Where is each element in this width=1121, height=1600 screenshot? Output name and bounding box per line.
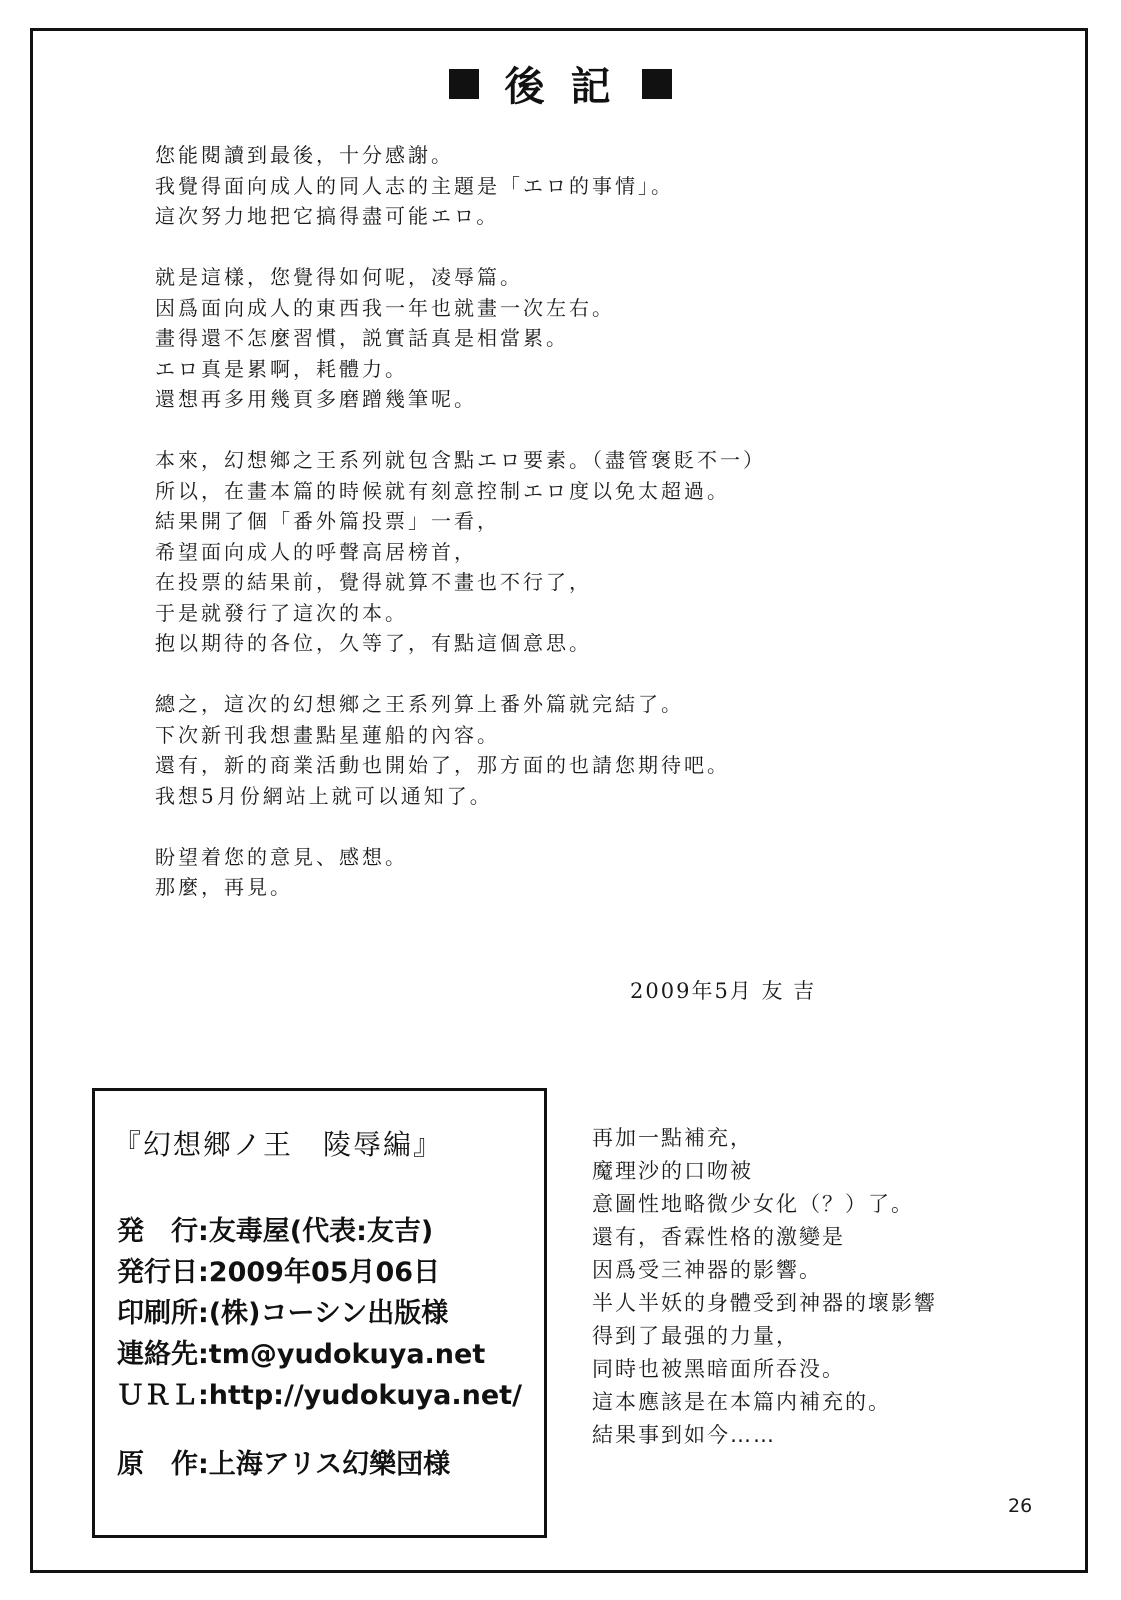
black-square-icon [642, 69, 672, 99]
contact-line: 連絡先:tm@yudokuya.net [117, 1339, 486, 1370]
text-line: 這次努力地把它搞得盡可能エロ。 [155, 204, 500, 228]
text-line: 總之，這次的幻想鄉之王系列算上番外篇就完結了。 [155, 692, 684, 716]
text-line: 畫得還不怎麼習慣，説實話真是相當累。 [155, 326, 569, 350]
paragraph-1 [155, 140, 975, 232]
note-line: 結果事到如今…… [592, 1423, 776, 1447]
colophon-box [92, 1088, 547, 1538]
supplementary-note [592, 1122, 1032, 1452]
note-line: 意圖性地略微少女化（？）了。 [592, 1192, 914, 1216]
printer-line: 印刷所:(株)コーシン出版様 [117, 1298, 449, 1329]
text-line: 在投票的結果前，覺得就算不畫也不行了， [155, 570, 592, 594]
note-line: 因爲受三神器的影響。 [592, 1258, 822, 1282]
book-title: 『幻想郷ノ王 陵辱編』 [113, 1128, 444, 1161]
text-line: 就是這樣，您覺得如何呢，凌辱篇。 [155, 265, 523, 289]
paragraph-5 [155, 842, 975, 903]
title-text: 後 記 [504, 64, 617, 110]
note-line: 魔理沙的口吻被 [592, 1159, 753, 1183]
text-line: 盼望着您的意見、感想。 [155, 844, 408, 869]
url-line: ＵＲＬ:http://yudokuya.net/ [117, 1380, 522, 1411]
black-square-icon [449, 69, 479, 99]
page-number: 26 [1008, 1495, 1033, 1517]
paragraph-2 [155, 262, 975, 415]
text-line: 于是就發行了這次的本。 [155, 600, 408, 625]
text-line: 因爲面向成人的東西我一年也就畫一次左右。 [155, 295, 615, 320]
text-line: 還想再多用幾頁多磨蹭幾筆呢。 [155, 387, 477, 411]
note-line: 同時也被黑暗面所吞没。 [592, 1357, 845, 1381]
text-line: 下次新刊我想畫點星蓮船的內容。 [155, 722, 500, 747]
afterword-body [155, 140, 975, 933]
signature-date: 2009年5月 友 吉 [630, 979, 817, 1003]
text-line: 結果開了個「番外篇投票」一看， [155, 509, 500, 533]
text-line: 所以，在畫本篇的時候就有刻意控制エロ度以免太超過。 [155, 478, 730, 503]
text-line: 那麼，再見。 [155, 875, 293, 899]
text-line: エロ真是累啊，耗體力。 [155, 356, 408, 381]
text-line: 我覺得面向成人的同人志的主題是「エロ的事情」。 [155, 173, 674, 198]
note-line: 還有，香霖性格的激變是 [592, 1225, 845, 1249]
original-work-line: 原 作:上海アリス幻樂団様 [117, 1449, 451, 1480]
text-line: 希望面向成人的呼聲高居榜首， [155, 539, 477, 564]
publish-date-line: 発行日:2009年05月06日 [117, 1257, 441, 1288]
text-line: 還有，新的商業活動也開始了，那方面的也請您期待吧。 [155, 753, 730, 777]
note-line: 半人半妖的身體受到神器的壞影響 [592, 1291, 937, 1315]
note-line: 這本應該是在本篇内補充的。 [592, 1390, 891, 1414]
page-title [0, 55, 1121, 112]
paragraph-3 [155, 445, 975, 659]
publisher-line: 発 行:友毒屋(代表:友吉) [117, 1216, 434, 1247]
text-line: 本來，幻想鄉之王系列就包含點エロ要素。（盡管褒貶不一） [155, 448, 766, 472]
text-line: 抱以期待的各位，久等了，有點這個意思。 [155, 631, 592, 655]
paragraph-4 [155, 689, 975, 811]
text-line: 您能閱讀到最後，十分感謝。 [155, 143, 454, 167]
colophon-lines [117, 1211, 522, 1485]
note-line: 得到了最强的力量， [592, 1324, 799, 1348]
text-line: 我想5月份網站上就可以通知了。 [155, 783, 493, 808]
note-line: 再加一點補充， [592, 1126, 753, 1150]
